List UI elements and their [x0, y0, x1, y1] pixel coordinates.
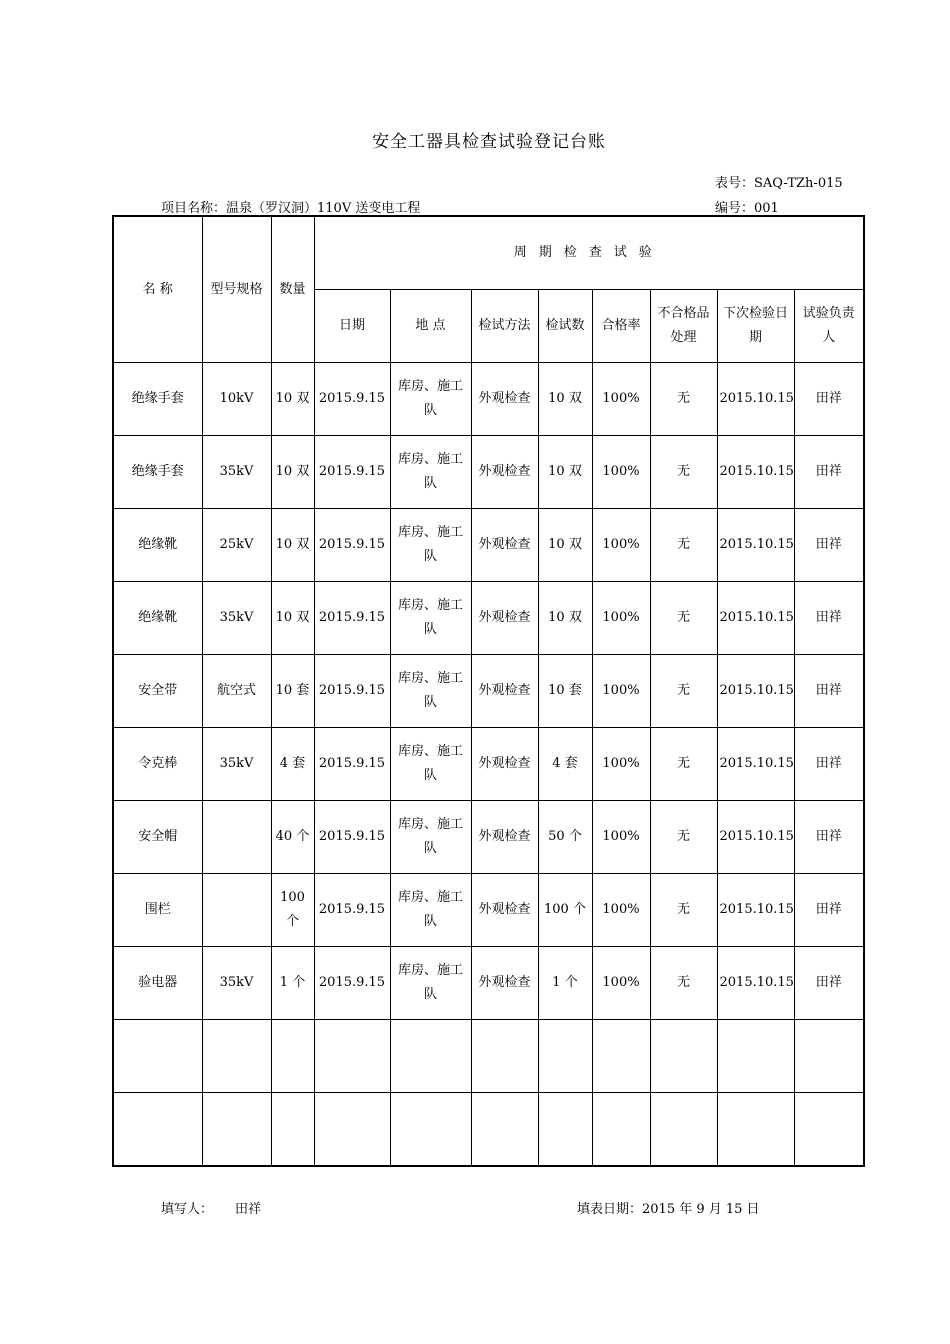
cell-rate — [592, 1093, 650, 1167]
cell-disposal — [650, 1020, 717, 1093]
filler-label: 填写人： — [161, 1202, 214, 1217]
cell-method: 外观检查 — [471, 874, 538, 947]
cell-place — [390, 1020, 471, 1093]
cell-disposal: 无 — [650, 655, 717, 728]
cell-date: 2015.9.15 — [314, 947, 390, 1020]
cell-disposal: 无 — [650, 509, 717, 582]
cell-model — [202, 1093, 271, 1167]
cell-disposal: 无 — [650, 582, 717, 655]
cell-tested: 100 个 — [538, 874, 592, 947]
cell-date: 2015.9.15 — [314, 874, 390, 947]
cell-rate: 100% — [592, 874, 650, 947]
header-model: 型号规格 — [202, 216, 271, 363]
cell-model: 35kV — [202, 582, 271, 655]
cell-owner: 田祥 — [794, 509, 864, 582]
cell-qty — [271, 1020, 314, 1093]
cell-next: 2015.10.15 — [717, 655, 794, 728]
cell-next — [717, 1093, 794, 1167]
footer-filler — [161, 1198, 261, 1217]
cell-disposal: 无 — [650, 728, 717, 801]
cell-name — [113, 1020, 202, 1093]
cell-tested: 10 双 — [538, 509, 592, 582]
header-next: 下次检验日期 — [717, 290, 794, 363]
cell-qty: 10 双 — [271, 436, 314, 509]
filler-name: 田祥 — [235, 1202, 262, 1217]
cell-place: 库房、施工队 — [390, 363, 471, 436]
cell-model: 35kV — [202, 728, 271, 801]
cell-qty: 10 双 — [271, 509, 314, 582]
cell-name: 安全带 — [113, 655, 202, 728]
cell-method: 外观检查 — [471, 801, 538, 874]
cell-rate: 100% — [592, 582, 650, 655]
header-date: 日期 — [314, 290, 390, 363]
cell-disposal: 无 — [650, 363, 717, 436]
cell-tested: 10 双 — [538, 363, 592, 436]
cell-name: 围栏 — [113, 874, 202, 947]
cell-next: 2015.10.15 — [717, 582, 794, 655]
cell-rate: 100% — [592, 801, 650, 874]
cell-tested: 10 双 — [538, 582, 592, 655]
table-row — [113, 801, 864, 874]
cell-owner: 田祥 — [794, 582, 864, 655]
cell-method: 外观检查 — [471, 655, 538, 728]
cell-model: 35kV — [202, 947, 271, 1020]
cell-qty: 40 个 — [271, 801, 314, 874]
cell-qty: 10 套 — [271, 655, 314, 728]
cell-name — [113, 1093, 202, 1167]
table-row — [113, 874, 864, 947]
header-disposal: 不合格品处理 — [650, 290, 717, 363]
cell-owner: 田祥 — [794, 801, 864, 874]
cell-model: 航空式 — [202, 655, 271, 728]
form-number: 表号：SAQ-TZh-015 — [715, 176, 843, 191]
table-row — [113, 509, 864, 582]
cell-date — [314, 1093, 390, 1167]
cell-qty: 100 个 — [271, 874, 314, 947]
cell-name: 绝缘靴 — [113, 509, 202, 582]
cell-date — [314, 1020, 390, 1093]
cell-place: 库房、施工队 — [390, 582, 471, 655]
cell-tested: 50 个 — [538, 801, 592, 874]
cell-method: 外观检查 — [471, 436, 538, 509]
table-row — [113, 1020, 864, 1093]
cell-model: 35kV — [202, 436, 271, 509]
cell-owner: 田祥 — [794, 363, 864, 436]
cell-next: 2015.10.15 — [717, 874, 794, 947]
cell-place — [390, 1093, 471, 1167]
cell-place: 库房、施工队 — [390, 947, 471, 1020]
cell-next: 2015.10.15 — [717, 363, 794, 436]
cell-tested — [538, 1093, 592, 1167]
cell-place: 库房、施工队 — [390, 801, 471, 874]
cell-place: 库房、施工队 — [390, 728, 471, 801]
table-row — [113, 582, 864, 655]
cell-owner — [794, 1020, 864, 1093]
cell-next: 2015.10.15 — [717, 436, 794, 509]
cell-rate: 100% — [592, 509, 650, 582]
cell-disposal: 无 — [650, 874, 717, 947]
header-owner: 试验负责人 — [794, 290, 864, 363]
cell-qty — [271, 1093, 314, 1167]
cell-name: 令克棒 — [113, 728, 202, 801]
cell-disposal: 无 — [650, 801, 717, 874]
cell-model — [202, 1020, 271, 1093]
cell-next — [717, 1020, 794, 1093]
cell-rate: 100% — [592, 436, 650, 509]
cell-method: 外观检查 — [471, 947, 538, 1020]
header-cycle: 周期检查试验 — [314, 216, 864, 290]
cell-name: 验电器 — [113, 947, 202, 1020]
cell-tested: 1 个 — [538, 947, 592, 1020]
serial-number: 编号：001 — [715, 201, 779, 216]
cell-qty: 10 双 — [271, 363, 314, 436]
cell-next: 2015.10.15 — [717, 728, 794, 801]
cell-next: 2015.10.15 — [717, 509, 794, 582]
cell-model — [202, 874, 271, 947]
cell-owner: 田祥 — [794, 947, 864, 1020]
table-row — [113, 436, 864, 509]
cell-place: 库房、施工队 — [390, 436, 471, 509]
cell-date: 2015.9.15 — [314, 509, 390, 582]
cell-rate: 100% — [592, 728, 650, 801]
cell-disposal: 无 — [650, 436, 717, 509]
cell-date: 2015.9.15 — [314, 728, 390, 801]
header-place: 地 点 — [390, 290, 471, 363]
header-tested: 检试数 — [538, 290, 592, 363]
table-row — [113, 655, 864, 728]
cell-date: 2015.9.15 — [314, 436, 390, 509]
cell-method: 外观检查 — [471, 582, 538, 655]
cell-date: 2015.9.15 — [314, 655, 390, 728]
cell-name: 安全帽 — [113, 801, 202, 874]
cell-method — [471, 1093, 538, 1167]
cell-rate — [592, 1020, 650, 1093]
cell-name: 绝缘手套 — [113, 363, 202, 436]
cell-tested: 4 套 — [538, 728, 592, 801]
cell-date: 2015.9.15 — [314, 801, 390, 874]
cell-disposal — [650, 1093, 717, 1167]
header-rate: 合格率 — [592, 290, 650, 363]
cell-rate: 100% — [592, 363, 650, 436]
cell-disposal: 无 — [650, 947, 717, 1020]
cell-method: 外观检查 — [471, 509, 538, 582]
table-row — [113, 728, 864, 801]
table-row — [113, 363, 864, 436]
cell-place: 库房、施工队 — [390, 655, 471, 728]
cell-place: 库房、施工队 — [390, 509, 471, 582]
cell-place: 库房、施工队 — [390, 874, 471, 947]
cell-date: 2015.9.15 — [314, 582, 390, 655]
cell-owner — [794, 1093, 864, 1167]
cell-tested: 10 双 — [538, 436, 592, 509]
cell-owner: 田祥 — [794, 728, 864, 801]
project-name: 项目名称：温泉（罗汉洞）110V 送变电工程 — [161, 201, 421, 216]
page-title: 安全工器具检查试验登记台账 — [372, 132, 606, 152]
cell-owner: 田祥 — [794, 436, 864, 509]
cell-qty: 1 个 — [271, 947, 314, 1020]
cell-model: 10kV — [202, 363, 271, 436]
cell-qty: 4 套 — [271, 728, 314, 801]
header-qty: 数量 — [271, 216, 314, 363]
header-name: 名 称 — [113, 216, 202, 363]
cell-model — [202, 801, 271, 874]
table-row — [113, 1093, 864, 1167]
ledger-table — [112, 215, 865, 1167]
cell-owner: 田祥 — [794, 655, 864, 728]
cell-name: 绝缘手套 — [113, 436, 202, 509]
cell-owner: 田祥 — [794, 874, 864, 947]
cell-qty: 10 双 — [271, 582, 314, 655]
header-method: 检试方法 — [471, 290, 538, 363]
cell-next: 2015.10.15 — [717, 947, 794, 1020]
footer-fill-date: 填表日期：2015 年 9 月 15 日 — [577, 1202, 760, 1217]
cell-tested: 10 套 — [538, 655, 592, 728]
cell-next: 2015.10.15 — [717, 801, 794, 874]
cell-name: 绝缘靴 — [113, 582, 202, 655]
cell-method — [471, 1020, 538, 1093]
cell-method: 外观检查 — [471, 728, 538, 801]
cell-date: 2015.9.15 — [314, 363, 390, 436]
cell-tested — [538, 1020, 592, 1093]
cell-rate: 100% — [592, 655, 650, 728]
cell-rate: 100% — [592, 947, 650, 1020]
table-row — [113, 947, 864, 1020]
cell-model: 25kV — [202, 509, 271, 582]
cell-method: 外观检查 — [471, 363, 538, 436]
